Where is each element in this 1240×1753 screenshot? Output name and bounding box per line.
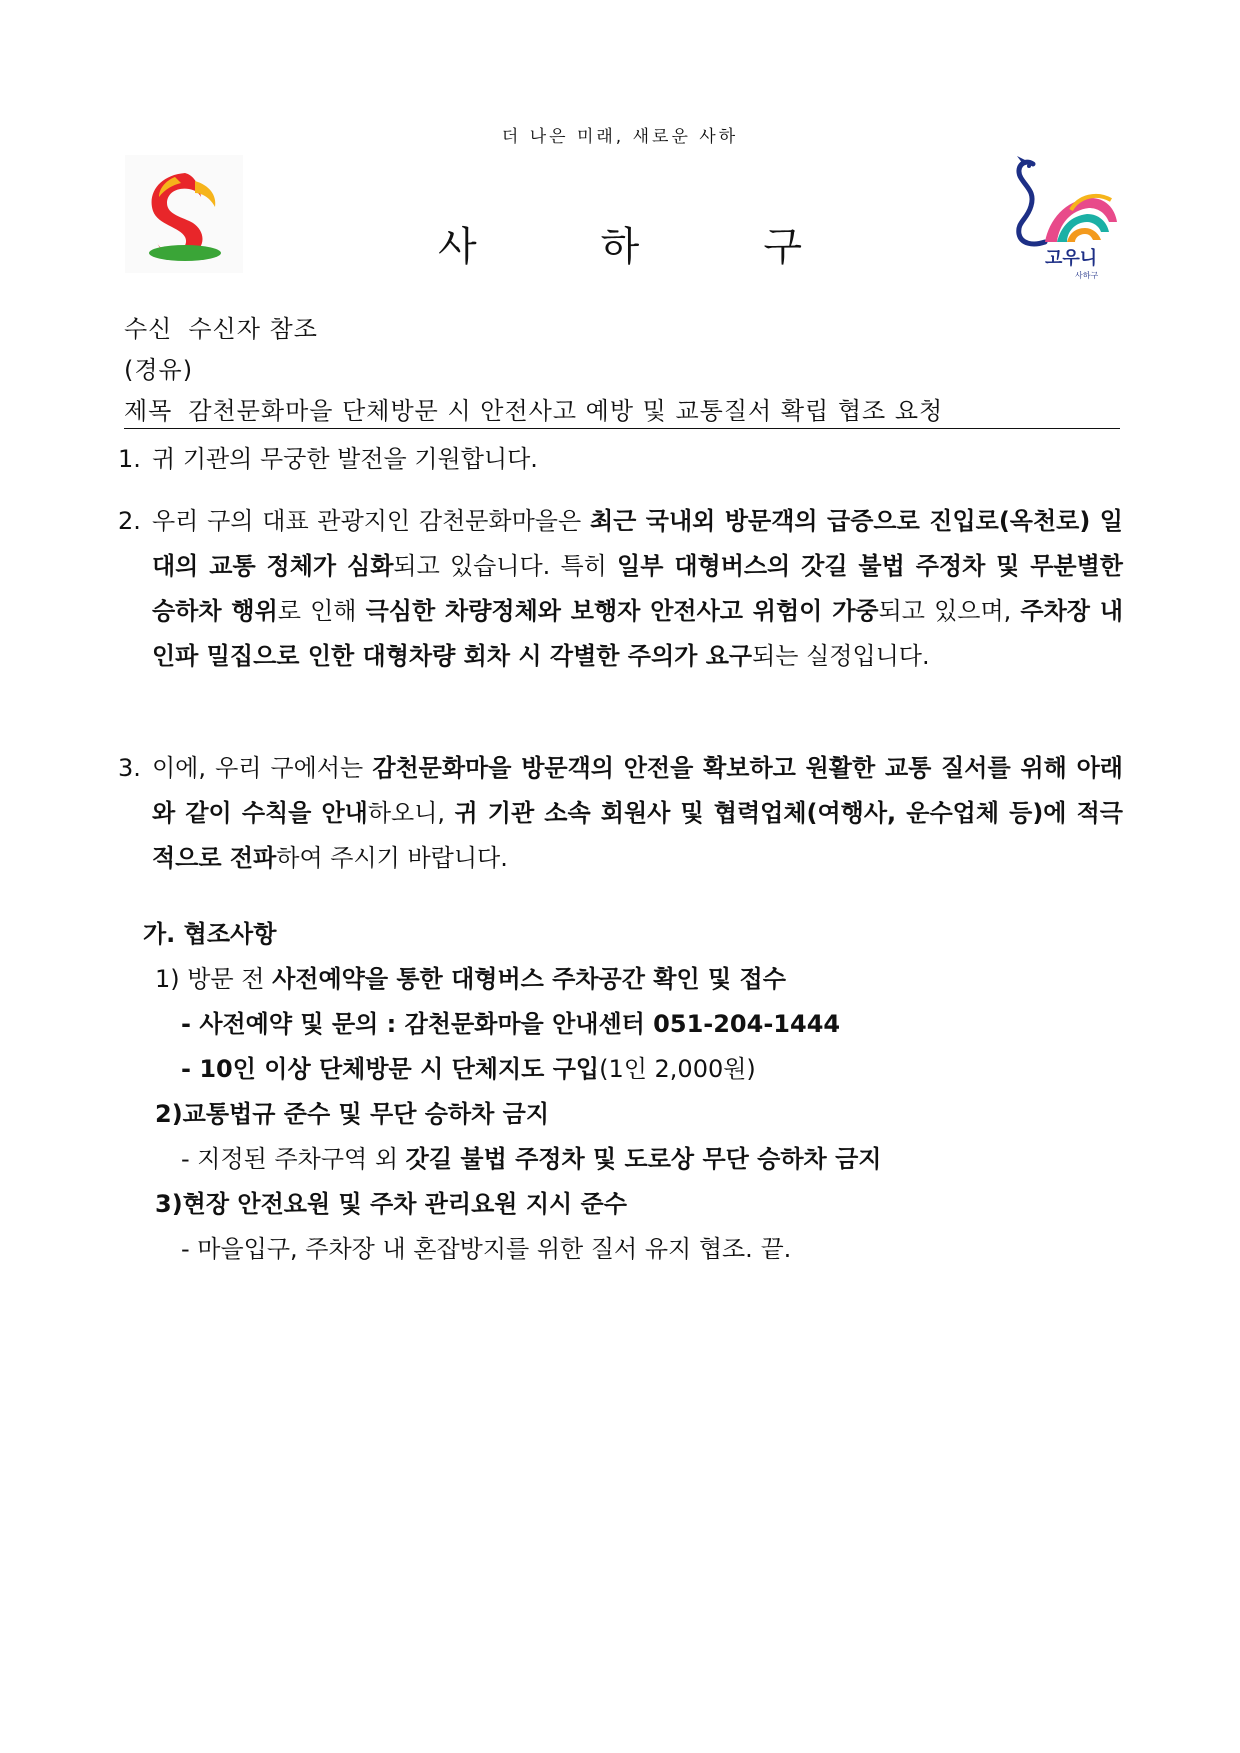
paragraph-3 <box>118 746 1123 881</box>
item-2: 2)교통법규 준수 및 무단 승하차 금지 <box>155 1100 550 1128</box>
mascot-district: 사하구 <box>1075 271 1099 280</box>
recipient-value: 수신자 참조 <box>188 315 318 343</box>
item-1-contact: - 사전예약 및 문의 : 감천문화마을 안내센터 051-204-1444 <box>181 1010 841 1038</box>
p3-text-3: 하여 주시기 바랍니다. <box>276 844 508 872</box>
p2-text-2: 되고 있습니다. 특히 <box>393 552 618 580</box>
item-1-emphasis: 사전예약을 통한 대형버스 주차공간 확인 및 접수 <box>272 965 786 993</box>
p2-emphasis-3: 극심한 차량정체와 보행자 안전사고 위험이 가중 <box>365 597 879 625</box>
p3-emphasis-2: 귀 기관 소속 회원사 및 협력업체(여행사, 운수업체 등)에 적극적으로 전파 <box>152 799 1123 872</box>
p2-emphasis-1: 최근 국내외 방문객의 급증으로 진입로(옥천로) 일대의 교통 정체가 심화 <box>152 507 1123 580</box>
item-2-detail <box>181 1139 881 1174</box>
p2-text-4: 되고 있으며, <box>878 597 1021 625</box>
p3-text-1: 이에, 우리 구에서는 <box>152 754 373 782</box>
item-1 <box>155 959 786 994</box>
p2-text-5: 되는 실정입니다. <box>752 642 930 670</box>
item-3-detail: - 마을입구, 주차장 내 혼잡방지를 위한 질서 유지 협조. 끝. <box>181 1235 792 1263</box>
org-char-3: 구 <box>763 223 802 270</box>
via-line: (경유) <box>124 356 194 384</box>
item-1-group-map-price: (1인 2,000원) <box>599 1055 756 1083</box>
item-2-detail-emphasis: 갓길 불법 주정차 및 도로상 무단 승하차 금지 <box>405 1145 882 1173</box>
p2-emphasis-2: 일부 대형버스의 갓길 불법 주정차 및 무분별한 승하차 행위 <box>152 552 1123 625</box>
paragraph-2-number: 2. <box>118 507 141 535</box>
subject-divider <box>124 428 1120 429</box>
swan-mascot-logo <box>1005 150 1125 280</box>
p2-text-1: 우리 구의 대표 관광지인 감천문화마을은 <box>152 507 590 535</box>
paragraph-2 <box>118 499 1123 679</box>
subject-label: 제목 <box>124 397 173 425</box>
recipient-line <box>124 309 318 344</box>
paragraph-3-number: 3. <box>118 754 141 782</box>
mascot-wordmark: 고우니 <box>1045 248 1098 269</box>
org-char-2: 하 <box>600 223 640 270</box>
paragraph-2-text <box>118 499 1123 679</box>
subject-value: 감천문화마을 단체방문 시 안전사고 예방 및 교통질서 확립 협조 요청 <box>188 397 944 425</box>
slogan: 더 나은 미래, 새로운 사하 <box>501 127 739 147</box>
paragraph-3-text <box>118 746 1123 881</box>
item-1-group-map <box>181 1049 756 1084</box>
p2-text-3: 로 인해 <box>277 597 366 625</box>
item-2-detail-prefix: - 지정된 주차구역 외 <box>181 1145 406 1173</box>
paragraph-1 <box>118 437 1123 482</box>
p3-text-2: 하오니, <box>367 799 455 827</box>
paragraph-1-text: 귀 기관의 무궁한 발전을 기원합니다. <box>152 445 538 473</box>
org-char-1: 사 <box>438 223 477 270</box>
p3-emphasis-1: 감천문화마을 방문객의 안전을 확보하고 원활한 교통 질서를 위해 아래와 같이 수칙을 안내 <box>152 754 1123 827</box>
cooperation-heading: 가. 협조사항 <box>143 920 277 948</box>
paragraph-1-number: 1. <box>118 445 141 473</box>
recipient-label: 수신 <box>124 315 173 343</box>
subject-line <box>124 391 943 426</box>
item-3: 3)현장 안전요원 및 주차 관리요원 지시 준수 <box>155 1190 627 1218</box>
item-1-group-map-emphasis: - 10인 이상 단체방문 시 단체지도 구입 <box>181 1055 600 1083</box>
p2-emphasis-4: 주차장 내 인파 밀집으로 인한 대형차량 회차 시 각별한 주의가 요구 <box>152 597 1124 670</box>
item-1-prefix: 1) 방문 전 <box>155 965 273 993</box>
